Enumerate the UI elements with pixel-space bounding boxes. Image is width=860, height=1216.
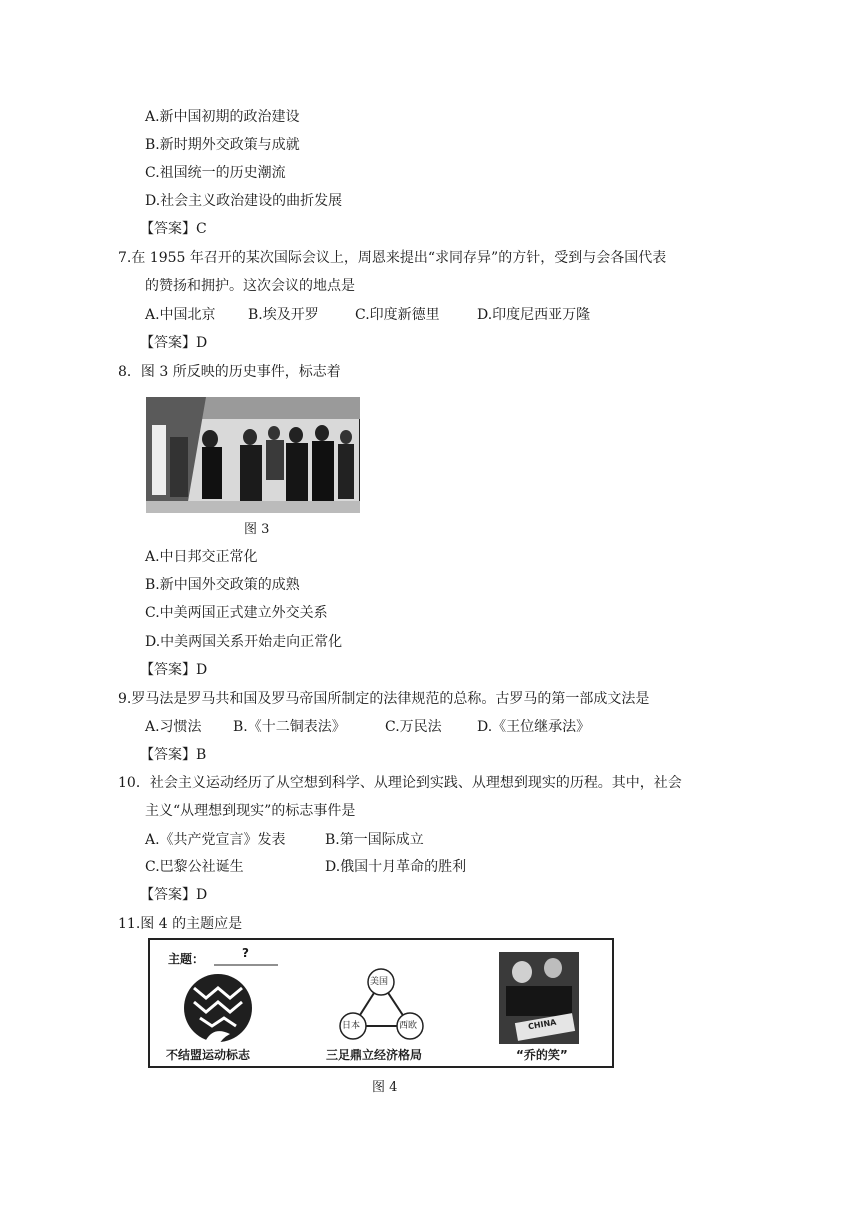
q6-option-c: C.祖国统一的历史潮流 [145, 165, 286, 181]
q10-stem-line2: 主义“从理想到现实”的标志事件是 [145, 803, 356, 819]
q8-stem: 8．图 3 所反映的历史事件，标志着 [118, 364, 341, 380]
figure-4-panel2-caption: 三足鼎立经济格局 [326, 1048, 423, 1062]
figure-4-panel1-caption: 不结盟运动标志 [166, 1048, 251, 1062]
q7-option-c: C.印度新德里 [355, 307, 440, 323]
q6-answer: 【答案】C [140, 221, 207, 237]
q7-option-a: A.中国北京 [145, 307, 216, 323]
q9-option-d: D.《王位继承法》 [477, 719, 591, 735]
q11-stem: 11.图 4 的主题应是 [118, 916, 243, 932]
q10-option-c: C.巴黎公社诞生 [145, 859, 244, 875]
q10-stem-line1: 10．社会主义运动经历了从空想到科学、从理论到实践、从理想到现实的历程。其中，社会 [118, 775, 682, 791]
q7-answer: 【答案】D [140, 335, 208, 351]
node-usa: 美国 [370, 977, 389, 987]
q6-option-d: D.社会主义政治建设的曲折发展 [145, 193, 343, 209]
q9-stem: 9.罗马法是罗马共和国及罗马帝国所制定的法律规范的总称。古罗马的第一部成文法是 [118, 691, 650, 707]
figure-4-theme-value: ? [242, 946, 249, 960]
figure-4-theme-label: 主题： [168, 952, 205, 966]
figure-4 [148, 938, 616, 1070]
figure-3-caption: 图 3 [244, 522, 270, 537]
q7-stem-line2: 的赞扬和拥护。这次会议的地点是 [145, 278, 355, 294]
q10-option-b: B.第一国际成立 [325, 832, 424, 848]
q10-answer: 【答案】D [140, 887, 208, 903]
q9-answer: 【答案】B [140, 747, 207, 763]
q7-option-b: B.埃及开罗 [248, 307, 319, 323]
node-western-europe: 西欧 [399, 1021, 418, 1031]
china-banner-text: CHINA [527, 1017, 558, 1032]
node-japan: 日本 [342, 1021, 361, 1031]
qiao-smile-photo [499, 952, 579, 1044]
q8-option-c: C.中美两国正式建立外交关系 [145, 605, 328, 621]
q8-option-d: D.中美两国关系开始走向正常化 [145, 634, 343, 650]
q6-option-a: A.新中国初期的政治建设 [145, 109, 300, 125]
q9-option-b: B.《十二铜表法》 [233, 719, 346, 735]
q9-option-a: A.习惯法 [145, 719, 202, 735]
figure-3-photo [146, 397, 360, 513]
q8-answer: 【答案】D [140, 662, 208, 678]
q6-option-b: B.新时期外交政策与成就 [145, 137, 300, 153]
q10-option-d: D.俄国十月革命的胜利 [325, 859, 467, 875]
q8-option-b: B.新中国外交政策的成熟 [145, 577, 300, 593]
figure-4-panel3-caption: “乔的笑” [516, 1048, 568, 1062]
q10-option-a: A.《共产党宣言》发表 [145, 832, 286, 848]
q9-option-c: C.万民法 [385, 719, 442, 735]
q7-option-d: D.印度尼西亚万隆 [477, 307, 591, 323]
q8-option-a: A.中日邦交正常化 [145, 549, 258, 565]
q7-stem-line1: 7.在 1955 年召开的某次国际会议上，周恩来提出“求同存异”的方针，受到与会各国代表 [118, 250, 667, 266]
figure-4-caption: 图 4 [372, 1080, 398, 1095]
